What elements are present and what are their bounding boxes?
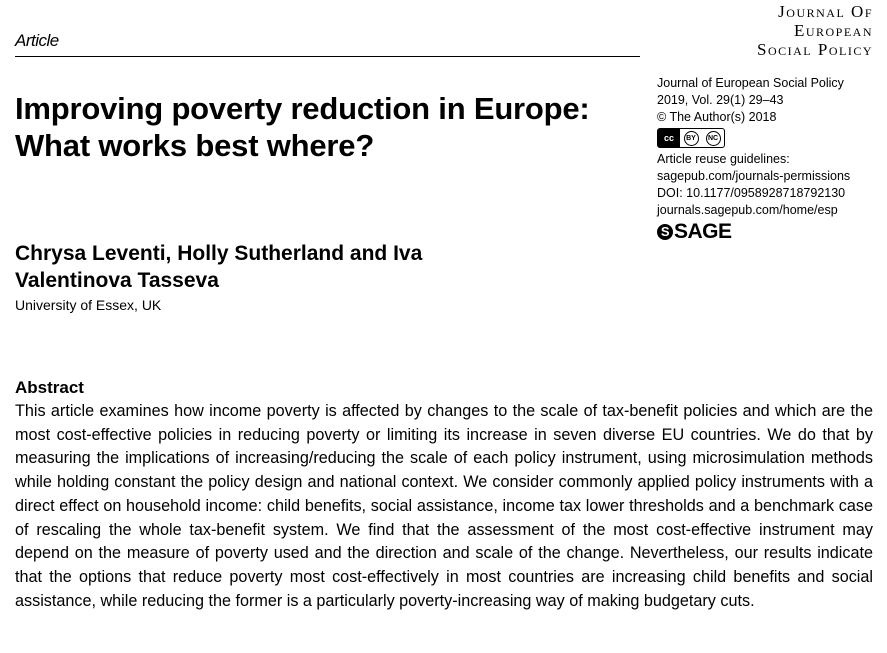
meta-doi[interactable]: DOI: 10.1177/0958928718792130 <box>657 186 846 200</box>
masthead-line-1: Journal Of <box>778 2 873 21</box>
masthead-line-3: Social Policy <box>757 40 873 59</box>
meta-reuse-link[interactable]: sagepub.com/journals-permissions <box>657 169 851 183</box>
masthead-line-2: European <box>793 21 873 40</box>
meta-journal-homepage[interactable]: journals.sagepub.com/home/esp <box>657 203 838 217</box>
publication-metadata <box>657 75 882 243</box>
author-list: Chrysa Leventi, Holly Sutherland and Iva Valentinova Tasseva <box>15 242 423 292</box>
meta-copyright: © The Author(s) 2018 <box>657 110 777 124</box>
meta-volume: 2019, Vol. 29(1) 29–43 <box>657 93 784 107</box>
abstract-heading: Abstract <box>15 378 84 397</box>
article-type-label: Article <box>15 31 59 50</box>
meta-journal-name: Journal of European Social Policy <box>657 76 844 90</box>
sage-logo <box>657 220 882 243</box>
sage-logo-text: SAGE <box>674 220 732 243</box>
cc-license-badge-icon <box>657 128 725 148</box>
journal-masthead <box>757 2 873 59</box>
article-title: Improving poverty reduction in Europe: What works best where? <box>15 91 590 163</box>
author-affiliation: University of Essex, UK <box>15 297 162 313</box>
meta-reuse-label: Article reuse guidelines: <box>657 152 790 166</box>
cc-logo-icon: cc <box>658 129 680 147</box>
header-divider <box>15 56 640 57</box>
sage-emblem-icon: S <box>657 224 673 240</box>
cc-nc-icon: NC <box>706 131 721 146</box>
abstract-body: This article examines how income poverty is affected by changes to the scale of tax-benefit policies and which are the most cost-effective policies in reducing poverty or limiting its increase in seven diverse EU countries. We do that by measuring the implications of increasing/reducing the scale of each policy instrument, using microsimulation methods while holding constant the policy design and national context. We consider commonly applied policy instruments with a direct effect on household income: child benefits, social assistance, income tax lower thresholds and a benchmark case of rescaling the whole tax-benefit system. We find that the assessment of the most cost-effective instrument may depend on the measure of poverty used and the direction and scale of the change. Nevertheless, our results indicate that the options that reduce poverty most cost-effectively in most countries are increasing child benefits and social assistance, while reducing the former is a particularly poverty-increasing way of making budgetary cuts. <box>15 402 873 610</box>
cc-by-icon: BY <box>684 131 699 146</box>
